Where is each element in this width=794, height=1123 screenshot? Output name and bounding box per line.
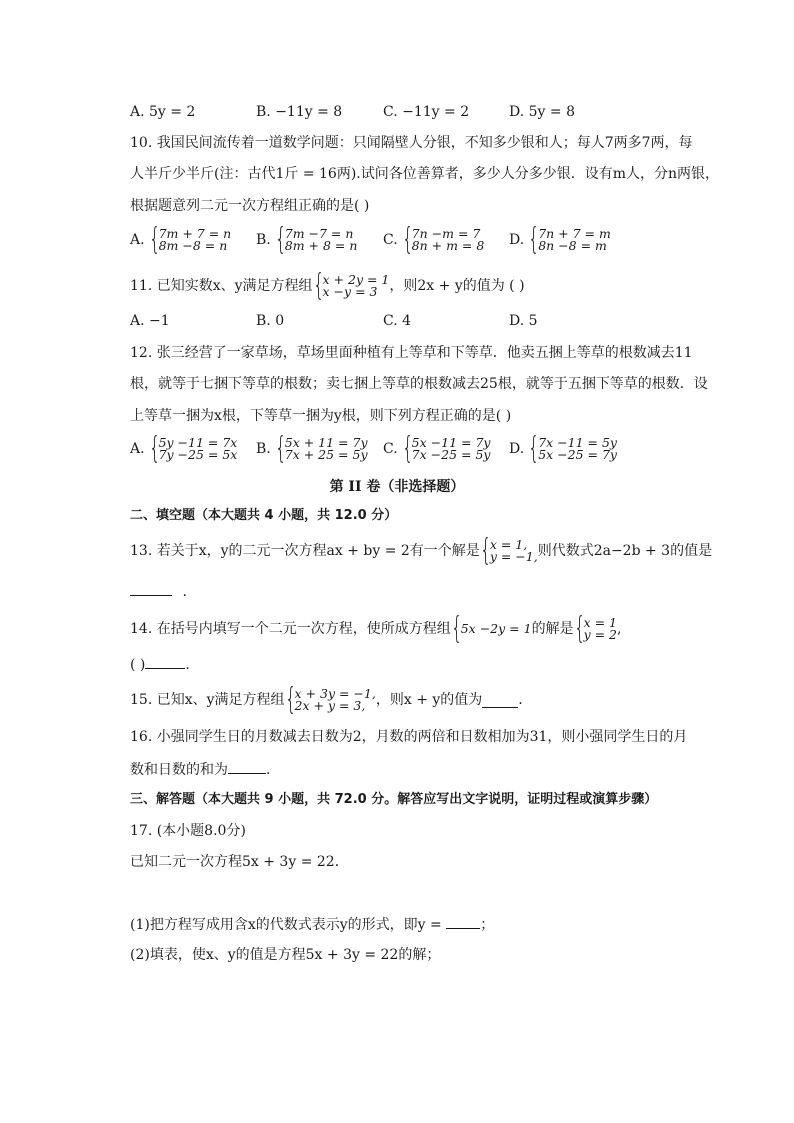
- q14-mid: 的解是: [531, 621, 574, 637]
- eq-line: 7m + 7 = n: [158, 226, 232, 241]
- q12-line1: 12. 张三经营了一家草场，草场里面种植有上等草和下等草．他卖五捆上等草的根数减去11: [130, 345, 693, 361]
- option-label: A.: [130, 232, 145, 248]
- q11-pre: 11. 已知实数x、y满足方程组: [130, 278, 313, 294]
- brace: {: [573, 611, 586, 646]
- q15-pre: 15. 已知x、y满足方程组: [130, 692, 285, 708]
- q17-stem: 已知二元一次方程5x + 3y = 22．: [130, 854, 349, 870]
- eq-line: 5x −11 = 7y: [411, 435, 491, 450]
- answer-blank[interactable]: [130, 581, 172, 596]
- q16-line2: [130, 759, 270, 780]
- q12-line3: 上等草一捆为x根，下等草一捆为y根，则下列方程正确的是( ): [130, 408, 512, 424]
- eq-line: 2x + y = 3,: [294, 698, 366, 713]
- eq-line: 7x −11 = 5y: [538, 435, 617, 450]
- option-label: D.: [509, 232, 525, 248]
- q14-pre: 14. 在括号内填写一个二元一次方程，使所成方程组: [130, 621, 451, 637]
- section-heading-fill-in: 二、填空题（本大题共 4 小题，共 12.0 分）: [130, 508, 398, 523]
- q14-answer-line: [130, 654, 190, 675]
- eq-line: x + 3y = −1,: [294, 686, 376, 701]
- brace: {: [528, 222, 540, 257]
- option-label: C.: [383, 232, 398, 248]
- eq-line: 7x −25 = 5y: [411, 447, 491, 462]
- q9-option-a: A. 5y = 2: [130, 104, 196, 120]
- q17-part1: [130, 914, 494, 935]
- eq-line: x + 2y = 1: [322, 272, 390, 287]
- brace: {: [148, 431, 161, 466]
- eq-line: 5x + 11 = 7y: [284, 435, 368, 450]
- q11-post: ，则2x + y的值为 ( ): [389, 278, 525, 294]
- part-title: 第 II 卷（非选择题）: [329, 479, 465, 495]
- eq-line: y = −1,: [489, 549, 538, 564]
- q12-option-b: [256, 431, 368, 466]
- brace: {: [274, 431, 287, 466]
- q16-text: 数和日数的和为: [130, 762, 228, 778]
- q17-part2: (2)填表，使x、y的值是方程5x + 3y = 22的解；: [130, 947, 441, 963]
- eq-line: 8m + 8 = n: [284, 238, 358, 253]
- q13-answer-line: [130, 581, 187, 602]
- eq-line: 8n −8 = m: [538, 238, 607, 253]
- q14-paren: ( ): [130, 657, 146, 673]
- q10-option-c: [383, 222, 485, 257]
- eq-line: 7y −25 = 5x: [158, 447, 238, 462]
- q14-stem: [130, 611, 622, 646]
- option-label: B.: [256, 441, 271, 457]
- option-label: B.: [256, 232, 271, 248]
- option-label: C.: [383, 441, 398, 457]
- q12-option-a: [130, 431, 238, 466]
- q15-end: .: [518, 692, 523, 708]
- q11-option-a: A. −1: [130, 313, 170, 329]
- brace: {: [528, 431, 540, 466]
- q10-option-a: [130, 222, 232, 257]
- brace: {: [312, 268, 324, 303]
- q12-option-d: [509, 431, 617, 466]
- q10-line1: 10. 我国民间流传着一道数学问题：只闻隔壁人分银，不知多少银和人；每人7两多7两，每: [130, 135, 693, 151]
- eq-line: 7n −m = 7: [411, 226, 481, 241]
- q11-stem: [130, 268, 525, 303]
- q10-line2: 人半斤少半斤(注：古代1斤 = 16两).试问各位善算者，多少人分多少银．设有m人，分n两银，: [130, 166, 720, 182]
- eq-line: x = 1,: [489, 537, 528, 552]
- q16-end: .: [266, 762, 271, 778]
- option-label: D.: [509, 441, 525, 457]
- q9-option-d: D. 5y = 8: [509, 104, 575, 120]
- option-label: A.: [130, 441, 145, 457]
- eq-line: y = 2: [583, 627, 617, 642]
- answer-blank[interactable]: [446, 914, 480, 929]
- eq-line: 7x + 25 = 5y: [284, 447, 368, 462]
- q13-end: .: [182, 584, 187, 600]
- q9-option-b: B. −11y = 8: [256, 104, 343, 120]
- q15-stem: [130, 682, 523, 717]
- answer-blank[interactable]: [482, 693, 518, 708]
- q13-stem: [130, 533, 713, 568]
- q10-option-d: [509, 222, 611, 257]
- q12-option-c: [383, 431, 491, 466]
- q17-head: 17. (本小题8.0分): [130, 823, 246, 839]
- brace: {: [450, 611, 463, 646]
- brace: {: [401, 431, 414, 466]
- q9-option-c: C. −11y = 2: [383, 104, 470, 120]
- q16-line1: 16. 小强同学生日的月数减去日数为2，月数的两倍和日数相加为31，则小强同学生日的月: [130, 729, 688, 745]
- eq-line: x −y = 3: [322, 284, 378, 299]
- eq-line: 8n + m = 8: [411, 238, 485, 253]
- q13-pre: 13. 若关于x，y的二元一次方程ax + by = 2有一个解是: [130, 543, 480, 559]
- brace: {: [274, 222, 287, 257]
- answer-blank[interactable]: [145, 654, 185, 669]
- brace: {: [401, 222, 414, 257]
- brace: {: [479, 533, 492, 568]
- brace: {: [148, 222, 161, 257]
- eq-line: 7m −7 = n: [284, 226, 354, 241]
- q14-post: ,: [617, 621, 622, 637]
- q17-p1-text: (1)把方程写成用含x的代数式表示y的形式，即y =: [130, 917, 447, 933]
- eq-line: 7n + 7 = m: [538, 226, 611, 241]
- q14-end: .: [185, 657, 190, 673]
- q11-option-c: C. 4: [383, 313, 412, 329]
- q10-line3: 根据题意列二元一次方程组正确的是( ): [130, 198, 370, 214]
- q12-line2: 根，就等于七捆下等草的根数；卖七捆上等草的根数减去25根，就等于五捆下等草的根数．设: [130, 376, 708, 392]
- q11-option-b: B. 0: [256, 313, 285, 329]
- q10-option-b: [256, 222, 358, 257]
- eq-line: 5x −25 = 7y: [538, 447, 617, 462]
- q13-post: 则代数式2a−2b + 3的值是: [537, 543, 713, 559]
- answer-blank[interactable]: [228, 759, 266, 774]
- q11-option-d: D. 5: [509, 313, 538, 329]
- section-heading-solution: 三、解答题（本大题共 9 小题，共 72.0 分。解答应写出文字说明，证明过程或演算步骤）: [130, 792, 658, 807]
- eq-line: 8m −8 = n: [158, 238, 228, 253]
- eq-line: 5y −11 = 7x: [158, 435, 238, 450]
- eq-line: 5x −2y = 1: [460, 621, 532, 636]
- q17-p1-end: ；: [480, 917, 495, 933]
- eq-line: x = 1: [583, 615, 617, 630]
- brace: {: [284, 682, 296, 717]
- q15-post: ，则x + y的值为: [375, 692, 483, 708]
